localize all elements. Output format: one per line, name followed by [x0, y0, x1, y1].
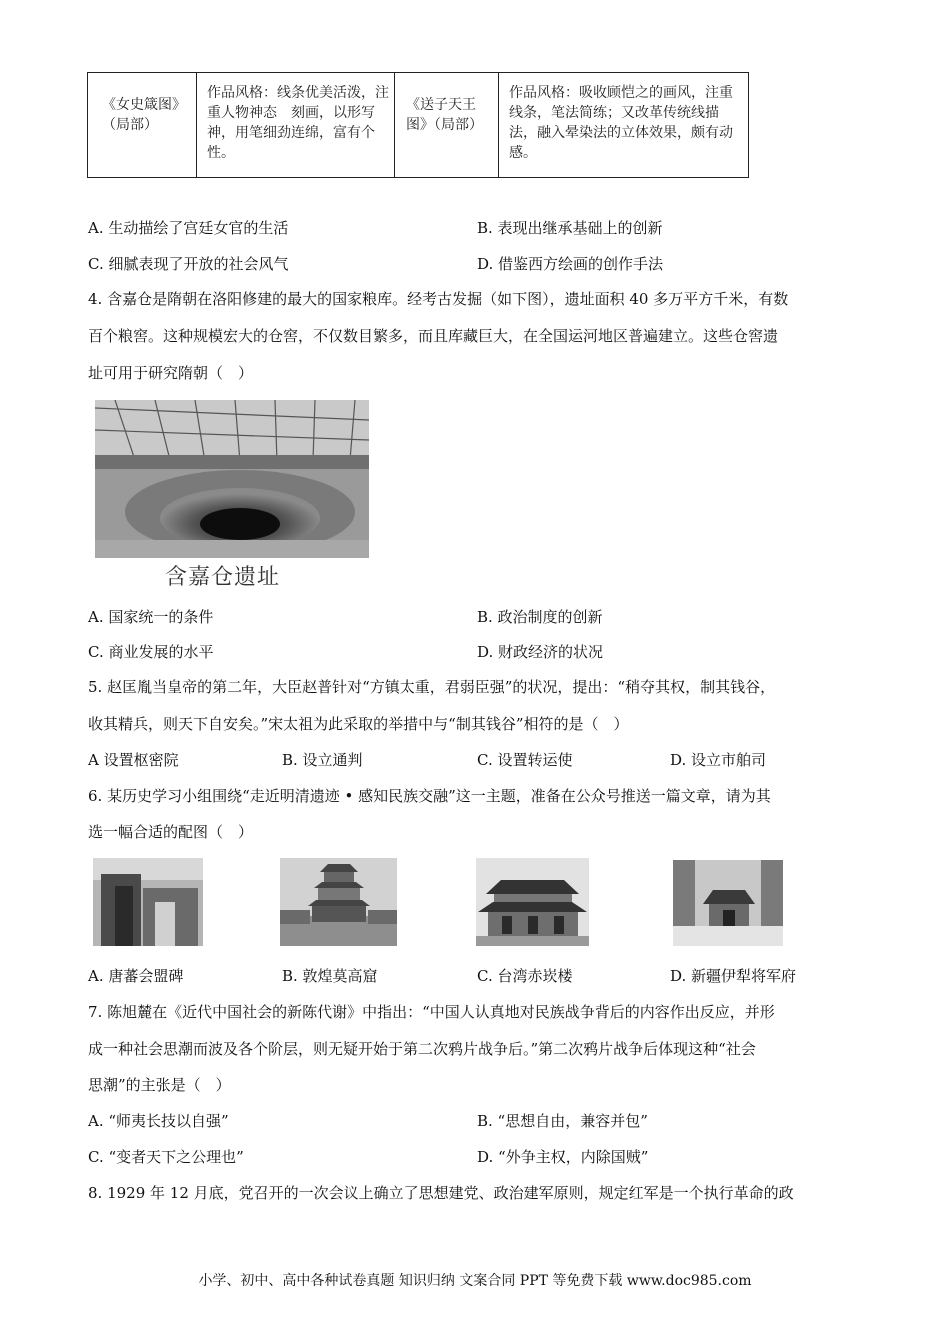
q6-stem-line-2: 选一幅合适的配图（ ）: [88, 823, 254, 841]
tang-tibet-stele-photo: [93, 858, 203, 946]
q3-option-a: A. 生动描绘了宫廷女官的生活: [88, 219, 289, 237]
yili-general-mansion-photo: [673, 860, 783, 946]
chikan-tower-photo: [476, 858, 589, 946]
q5-option-b: B. 设立通判: [282, 751, 363, 769]
q8-stem-line-1: 8. 1929 年 12 月底，党召开的一次会议上确立了思想建党、政治建军原则，规定红军是一个执行革命的政: [88, 1184, 794, 1202]
table-divider: [394, 73, 395, 177]
hanjia-granary-photo: [95, 400, 369, 558]
q5-stem-line-1: 5. 赵匡胤当皇帝的第二年，大臣赵普针对“方镇太重，君弱臣强”的状况，提出：“稍夺其权，制其钱谷，: [88, 678, 776, 696]
q3-option-c: C. 细腻表现了开放的社会风气: [88, 255, 289, 273]
q5-option-c: C. 设置转运使: [477, 751, 573, 769]
q7-option-a: A. “师夷长技以自强”: [88, 1112, 229, 1130]
q7-stem-line-1: 7. 陈旭麓在《近代中国社会的新陈代谢》中指出：“中国人认真地对民族战争背后的内容作出反应，并形: [88, 1003, 775, 1021]
q3-option-d: D. 借鉴西方绘画的创作手法: [477, 255, 664, 273]
q7-option-d: D. “外争主权，内除国贼”: [477, 1148, 649, 1166]
q6-option-b: B. 敦煌莫高窟: [282, 967, 378, 985]
q4-stem-line-1: 4. 含嘉仓是隋朝在洛阳修建的最大的国家粮库。经考古发掘（如下图），遗址面积 40 多万平方千米，有数: [88, 290, 789, 308]
q5-stem-line-2: 收其精兵，则天下自安矣。”宋太祖为此采取的举措中与“制其钱谷”相符的是（ ）: [88, 715, 629, 733]
q7-stem-line-3: 思潮”的主张是（ ）: [88, 1076, 231, 1094]
q7-stem-line-2: 成一种社会思潮而波及各个阶层，则无疑开始于第二次鸦片战争后。”第二次鸦片战争后体现这种“社会: [88, 1040, 756, 1058]
table-cell-painting-1: 《女史箴图》（局部）: [102, 97, 186, 133]
q5-option-a: A 设置枢密院: [88, 751, 179, 769]
q4-stem-line-2: 百个粮窖。这种规模宏大的仓窖，不仅数目繁多，而且库藏巨大，在全国运河地区普遍建立。这些仓窖遗: [88, 327, 779, 345]
q4-option-d: D. 财政经济的状况: [477, 643, 604, 661]
q4-option-c: C. 商业发展的水平: [88, 643, 214, 661]
painting-comparison-table: [87, 72, 749, 178]
q4-option-b: B. 政治制度的创新: [477, 608, 603, 626]
q4-option-a: A. 国家统一的条件: [88, 608, 214, 626]
table-cell-style-2: 作品风格：吸收顾恺之的画风，注重线条，笔法简练；又改革传统线描法，融入晕染法的立体效果，颇有动感。: [509, 85, 733, 161]
q6-option-d: D. 新疆伊犁将军府: [670, 967, 797, 985]
table-divider: [498, 73, 499, 177]
table-cell-painting-2: 《送子天王图》（局部）: [406, 97, 483, 133]
q6-stem-line-1: 6. 某历史学习小组围绕“走近明清遗迹 • 感知民族交融”这一主题，准备在公众号推送一篇文章，请为其: [88, 787, 771, 805]
q5-option-d: D. 设立市舶司: [670, 751, 767, 769]
page-footer: 小学、初中、高中各种试卷真题 知识归纳 文案合同 PPT 等免费下载 www.doc985.com: [198, 1273, 752, 1289]
q6-option-c: C. 台湾赤崁楼: [477, 967, 573, 985]
dunhuang-mogao-photo: [280, 858, 397, 946]
q7-option-b: B. “思想自由，兼容并包”: [477, 1112, 648, 1130]
q4-stem-line-3: 址可用于研究隋朝（ ）: [88, 364, 254, 382]
photo-caption: 含嘉仓遗址: [165, 565, 281, 590]
q7-option-c: C. “变者天下之公理也”: [88, 1148, 244, 1166]
q3-option-b: B. 表现出继承基础上的创新: [477, 219, 663, 237]
table-divider: [196, 73, 197, 177]
q6-option-a: A. 唐蕃会盟碑: [88, 967, 184, 985]
table-cell-style-1: 作品风格：线条优美活泼，注重人物神态 刻画，以形写神，用笔细劲连绵，富有个性。: [207, 85, 389, 161]
